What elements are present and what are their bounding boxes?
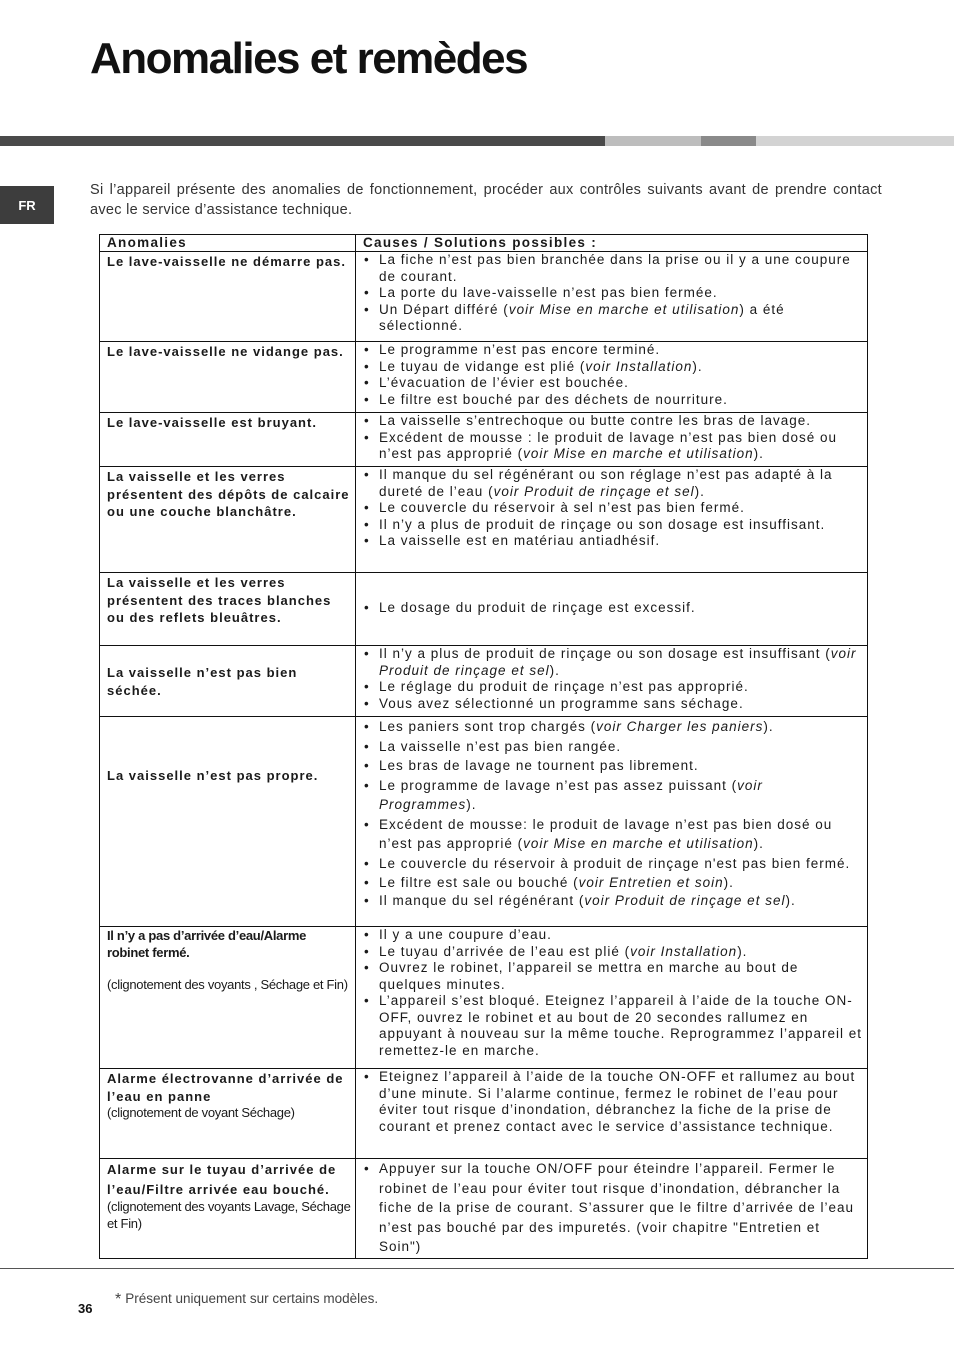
anomaly-title: Il n’y a pas d’arrivée d’eau/Alarme robinet fermé. [107,928,307,960]
cause-item: • L’évacuation de l’évier est bouchée. [360,375,863,392]
causes-cell [356,927,868,1069]
anomaly-title: Alarme sur le tuyau d’arrivée de l’eau/Filtre arrivée eau bouché. [107,1162,337,1197]
anomaly-cell [100,1159,356,1259]
cause-item: • Il n’y a plus de produit de rinçage ou son dosage est insuffisant. [360,517,863,534]
causes-cell [356,1159,868,1259]
footer-rule [0,1268,954,1269]
causes-cell [356,573,868,646]
anomaly-cell: Le lave-vaisselle ne vidange pas. [100,342,356,413]
header-bar-dark [0,136,605,146]
cause-item: • Il n’y a plus de produit de rinçage ou son dosage est insuffisant (voir Produit de rinçage et sel). [360,646,863,679]
cause-item: • Le couvercle du réservoir à produit de rinçage n'est pas bien fermé. [360,854,863,874]
causes-cell [356,717,868,927]
cause-item: • Excédent de mousse: le produit de lavage n’est pas bien dosé ou n’est pas approprié (voir Mise en marche et utilisation). [360,815,863,854]
cause-item: • Il manque du sel régénérant ou son réglage n’est pas adapté à la dureté de l’eau (voir Produit de rinçage et sel). [360,467,863,500]
table-row [100,1159,868,1259]
cause-item: • Un Départ différé (voir Mise en marche et utilisation) a été sélectionné. [360,302,863,335]
anomaly-cell: La vaisselle et les verres présentent des dépôts de calcaire ou une couche blanchâtre. [100,467,356,573]
cause-item: • Le filtre est bouché par des déchets de nourriture. [360,392,863,409]
causes-cell [356,1069,868,1159]
header-bar-light [605,136,701,146]
cause-item: • Il manque du sel régénérant (voir Produit de rinçage et sel). [360,893,863,909]
cause-item: • Ouvrez le robinet, l’appareil se mettra en marche au bout de quelques minutes. [360,960,863,993]
causes-cell [356,342,868,413]
cause-item: • Il y a une coupure d’eau. [360,927,863,944]
footnote-text: Présent uniquement sur certains modèles. [125,1291,379,1306]
cause-item: • Le programme n’est pas encore terminé. [360,342,863,359]
causes-cell [356,413,868,467]
causes-cell [356,646,868,717]
cause-item: • La vaisselle n’est pas bien rangée. [360,737,863,757]
anomaly-cell: Le lave-vaisselle ne démarre pas. [100,252,356,342]
cause-item: • La vaisselle est en matériau antiadhésif. [360,533,863,550]
anomaly-cell [100,717,356,927]
anomaly-title: Alarme électrovanne d’arrivée de l’eau en panne [107,1071,344,1104]
table-row [100,467,868,573]
intro-paragraph: Si l’appareil présente des anomalies de fonctionnement, procéder aux contrôles suivants avant de prendre contact avec le service d’assistance technique. [90,182,882,218]
table-row [100,252,868,342]
cause-item: • Eteignez l’appareil à l’aide de la touche ON-OFF et rallumez au bout d’une minute. Si l’alarme continue, fermez le robinet de l’eau pour éviter tout risque d’inondation, débranchez la fiche de la prise de courant et prenez contact avec le service d’assistance technique. [360,1069,863,1135]
table-row [100,413,868,467]
cause-item: • Le tuyau de vidange est plié (voir Installation). [360,359,863,376]
table-row [100,573,868,646]
cause-item: • Les paniers sont trop chargés (voir Charger les paniers). [360,717,863,737]
cause-item: • Le tuyau d’arrivée de l’eau est plié (voir Installation). [360,944,863,961]
cause-item: • Excédent de mousse : le produit de lavage n’est pas bien dosé ou n’est pas approprié (voir Mise en marche et utilisation). [360,430,863,463]
cause-item: • La porte du lave-vaisselle n’est pas bien fermée. [360,285,863,302]
table-row [100,646,868,717]
footnote [115,1291,378,1309]
table-header-row [100,235,868,252]
cause-item: • La fiche n’est pas bien branchée dans la prise ou il y a une coupure de courant. [360,252,863,285]
cause-item: • Le dosage du produit de rinçage est excessif. [360,600,863,617]
cause-item: • Appuyer sur la touche ON/OFF pour éteindre l’appareil. Fermer le robinet de l’eau pour éviter tout risque d’inondation, débrancher la fiche de la prise de courant. S’assurer que le filtre d’arrivée de l’eau n’est pas bouché par des impuretés. (voir chapitre "Entretien et Soin") [360,1159,863,1257]
anomaly-note: (clignotement de voyant Séchage) [107,1105,295,1120]
cause-item: • La vaisselle s’entrechoque ou butte contre les bras de lavage. [360,413,863,430]
header-bar-pale [756,136,954,146]
cause-item: • Le filtre est sale ou bouché (voir Entretien et soin). [360,873,863,893]
anomaly-note: (clignotement des voyants Lavage, Séchage et Fin) [107,1199,351,1231]
cause-item: • L’appareil s’est bloqué. Eteignez l’appareil à l’aide de la touche ON-OFF, ouvrez le robinet et au bout de 20 secondes rallumez en appuyant à nouveau sur la même touche. Reprogrammez l’appareil et remettez-le en marche. [360,993,863,1059]
anomaly-note: (clignotement des voyants , Séchage et Fin) [107,977,348,992]
table-row [100,342,868,413]
footnote-asterisk: * [115,1291,122,1308]
anomaly-cell [100,1069,356,1159]
anomaly-cell: Le lave-vaisselle est bruyant. [100,413,356,467]
anomaly-cell: La vaisselle n’est pas bien séchée. [100,646,356,717]
anomaly-cell [100,927,356,1069]
cause-item: • Les bras de lavage ne tournent pas librement. [360,756,863,776]
language-tab: FR [0,186,54,224]
cause-item: • Le couvercle du réservoir à sel n’est pas bien fermé. [360,500,863,517]
header-bar-mid [701,136,756,146]
table-row [100,717,868,927]
cause-item: • Le programme de lavage n’est pas assez puissant (voir Programmes). [360,776,863,815]
anomaly-title: La vaisselle n’est pas propre. [107,768,319,783]
column-header-causes: Causes / Solutions possibles : [356,235,868,252]
causes-cell [356,252,868,342]
page-title: Anomalies et remèdes [90,34,528,83]
causes-cell [356,467,868,573]
table-row [100,1069,868,1159]
page-number: 36 [78,1301,93,1316]
cause-item: • Le réglage du produit de rinçage n’est pas approprié. [360,679,863,696]
cause-item: • Vous avez sélectionné un programme sans séchage. [360,696,863,713]
column-header-anomalies: Anomalies [100,235,356,252]
troubleshooting-table [99,234,868,1259]
table-row [100,927,868,1069]
anomaly-cell: La vaisselle et les verres présentent des traces blanches ou des reflets bleuâtres. [100,573,356,646]
